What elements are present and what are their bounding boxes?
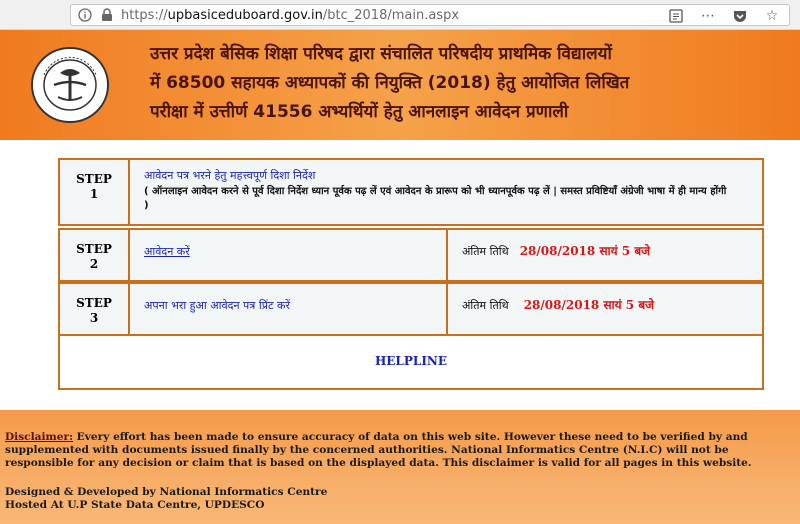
hosted-at: Hosted At U.P State Data Centre, UPDESCO [5,499,265,511]
credits [5,486,327,512]
pocket-icon[interactable] [731,7,749,25]
guidelines-note: ( ऑनलाइन आवेदन करने से पूर्व दिशा निर्देश ध्यान पूर्वक पढ़ लें एवं आवेदन के प्रारूप को भी ध्यानपूर्वक पढ़ लें | समस्त प्रविष्टियाँ अंग्रेजी भाषा में ही मान्य होंगी ) [144,186,727,211]
site-header [0,30,800,140]
step-2-label: STEP 2 [76,242,112,271]
disclaimer [5,431,797,469]
bookmark-star-icon[interactable]: ☆ [765,8,779,24]
step-3-link-cell [128,282,448,336]
step-2-number-cell [58,228,130,282]
apply-link[interactable]: आवेदन करें [144,245,190,258]
title-line-1: उत्तर प्रदेश बेसिक शिक्षा परिषद द्वारा संचालित परिषदीय प्राथमिक विद्यालयों [150,44,612,64]
lock-icon[interactable] [99,7,115,23]
guidelines-link[interactable]: आवेदन पत्र भरने हेतु महत्त्वपूर्ण दिशा निर्देश [144,169,316,182]
step-2-deadline-cell [446,228,764,282]
step-3-label: STEP 3 [76,296,112,325]
title-line-2: में 68500 सहायक अध्यापकों की नियुक्ति (2018) हेतु आयोजित लिखित [150,73,630,93]
board-emblem-icon [30,45,110,125]
step-3-deadline-cell [446,282,764,336]
url-text[interactable] [121,8,459,23]
address-bar-actions [667,7,781,25]
browser-toolbar [0,0,800,30]
deadline-label: अंतिम तिथि [462,299,509,312]
step-2-link-cell [128,228,448,282]
main-content [0,140,800,410]
step-1-number-cell [58,158,130,226]
url-host: upbasiceduboard.gov.in [167,7,323,23]
deadline-value: 28/08/2018 सायं 5 बजे [519,244,651,258]
page-title [150,40,790,127]
reader-view-icon[interactable] [667,7,685,25]
deadline-label: अंतिम तिथि [462,245,509,258]
designed-by: Designed & Developed by National Informatics Centre [5,486,328,498]
disclaimer-text: Every effort has been made to ensure accuracy of data on this web site. However these need to be verified by and supplemented with documents issued finally by the concerned authorities. National Informatics Centre (N.I.C) will not be responsible for any decision or claim that is based on the displayed data. This disclaimer is valid for all pages in this website. [5,431,752,469]
step-1-content-cell [128,158,764,226]
helpline-cell [58,334,764,390]
info-icon[interactable] [77,7,93,23]
deadline-value: 28/08/2018 सायं 5 बजे [523,298,655,312]
site-footer [0,410,800,524]
helpline-link[interactable]: HELPLINE [374,354,448,368]
url-path: /btc_2018/main.aspx [322,7,460,23]
title-line-3: परीक्षा में उत्तीर्ण 41556 अभ्यर्थियों हेतु आनलाइन आवेदन प्रणाली [150,102,569,122]
more-actions-icon[interactable]: ⋯ [701,8,715,24]
step-3-number-cell [58,282,130,336]
address-bar[interactable] [70,4,790,26]
disclaimer-label: Disclaimer: [5,431,73,443]
url-prefix: https:// [121,7,168,23]
print-application-link[interactable]: अपना भरा हुआ आवेदन पत्र प्रिंट करें [144,299,290,312]
step-1-label: STEP 1 [76,172,112,201]
